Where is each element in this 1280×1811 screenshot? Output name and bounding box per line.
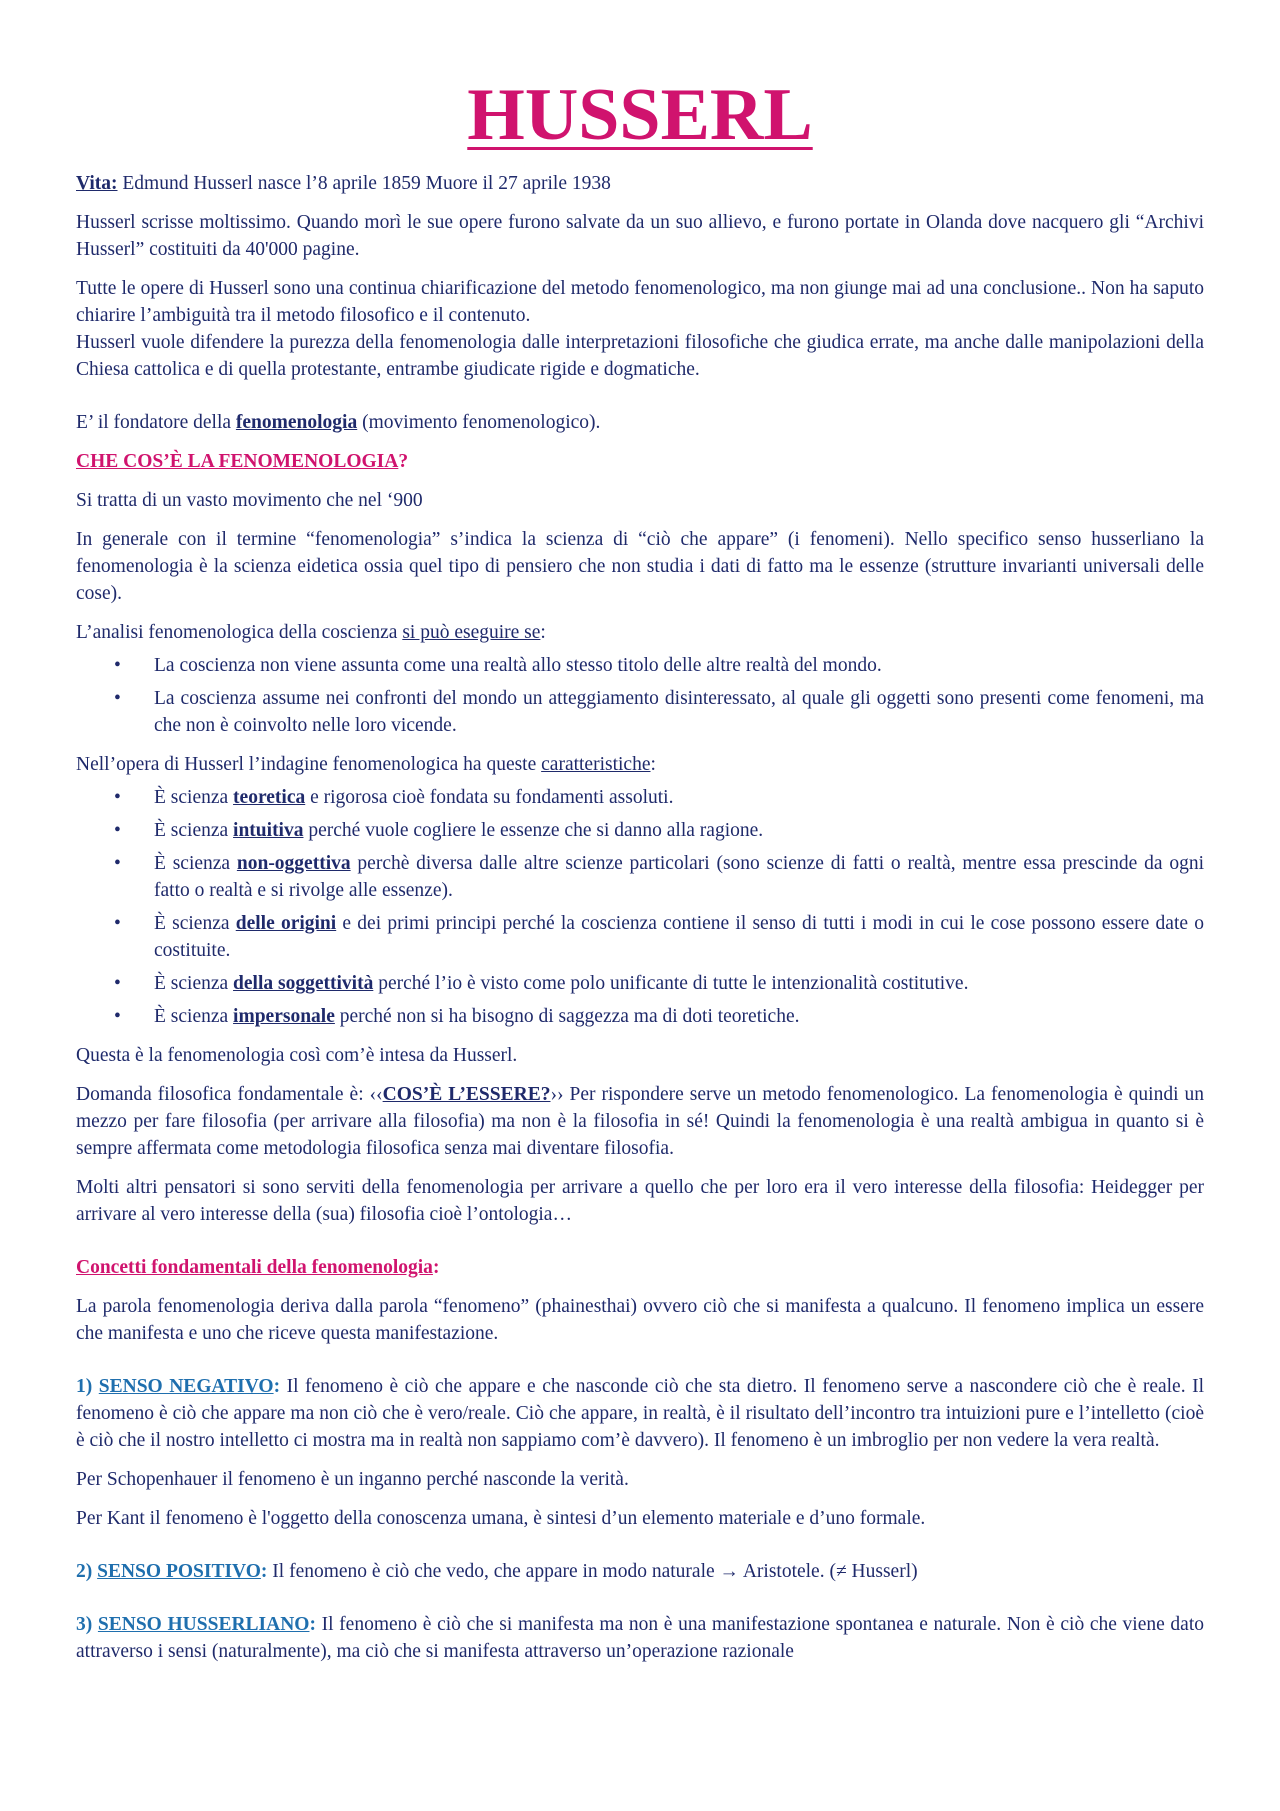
vita-label: Vita: [76, 173, 118, 194]
term-link[interactable]: intuitiva [233, 820, 304, 841]
list-item: • È scienza intuitiva perché vuole cogliere le essenze che si danno alla ragione. [76, 817, 1204, 844]
analysis-intro: L’analisi fenomenologica della coscienza si può eseguire se: [76, 622, 546, 643]
characteristics-link[interactable]: caratteristiche [541, 754, 651, 775]
list-item: • È scienza delle origini e dei primi principi perché la coscienza contiene il senso di tutti i modi in cui le cose possono essere date o costituite. [76, 910, 1204, 964]
term-link[interactable]: della soggettività [233, 973, 374, 994]
list-item: • È scienza non-oggettiva perchè diversa dalle altre scienze particolari (sono scienze di fatti o realtà, mentre essa prescinde da ogni fatto o realtà e si rivolge alle essenze). [76, 850, 1204, 904]
characteristics-intro: Nell’opera di Husserl l’indagine fenomenologica ha queste caratteristiche: [76, 754, 656, 775]
list-item: • La coscienza assume nei confronti del mondo un atteggiamento disinteressato, al quale gli oggetti sono presenti come fenomeni, ma che non è coinvolto nelle loro vicende. [76, 685, 1204, 739]
bullet-icon: • [114, 973, 121, 994]
page-title: HUSSERL [467, 74, 813, 156]
vita-text: Edmund Husserl nasce l’8 aprile 1859 Muore il 27 aprile 1938 [122, 173, 611, 194]
paragraph: In generale con il termine “fenomenologia” s’indica la scienza di “ciò che appare” (i fenomeni). Nello specifico senso husserliano la fenomenologia è la scienza eidetica ossia quel tipo di pensiero che non studia i dati di fatto ma le essenze (strutture invarianti universali delle cose). [76, 529, 1204, 604]
bullet-icon: • [114, 688, 121, 709]
paragraph: Molti altri pensatori si sono serviti della fenomenologia per arrivare a quello che per loro era il vero interesse della filosofia: Heidegger per arrivare al vero interesse della (sua) filosofia cioè l’ontologia… [76, 1177, 1204, 1225]
paragraph: Tutte le opere di Husserl sono una continua chiarificazione del metodo fenomenologico, ma non giunge mai ad una conclusione.. Non ha saputo chiarire l’ambiguità tra il metodo filosofico e il contenuto. [76, 278, 1204, 326]
section-heading: CHE COS’È LA FENOMENOLOGIA? [76, 451, 409, 472]
fenomenologia-link[interactable]: fenomenologia [235, 412, 358, 433]
question-paragraph: Domanda filosofica fondamentale è: ‹‹COS’È L’ESSERE?›› Per rispondere serve un metodo fenomenologico. La fenomenologia è quindi un mezzo per fare filosofia (per arrivare alla filosofia) ma non è la filosofia in sé! Quindi la fenomenologia è una realtà ambigua in quanto si è sempre affermata come metodologia filosofica senza mai diventare filosofia. [76, 1084, 1204, 1159]
characteristics-list [76, 784, 1204, 1030]
bullet-icon: • [114, 913, 121, 934]
paragraph: Per Schopenhauer il fenomeno è un inganno perché nasconde la verità. [76, 1469, 629, 1490]
list-item: • È scienza teoretica e rigorosa cioè fondata su fondamenti assoluti. [76, 784, 1204, 811]
paragraph: Si tratta di un vasto movimento che nel ‘900 [76, 490, 423, 511]
bullet-icon: • [114, 787, 121, 808]
analysis-link[interactable]: si può eseguire se [402, 622, 541, 643]
paragraph: Questa è la fenomenologia così com’è intesa da Husserl. [76, 1045, 518, 1066]
paragraph: La parola fenomenologia deriva dalla parola “fenomeno” (phainesthai) ovvero ciò che si manifesta a qualcuno. Il fenomeno implica un essere che manifesta e uno che riceve questa manifestazione. [76, 1296, 1204, 1344]
section-heading: Concetti fondamentali della fenomenologia: [76, 1257, 440, 1278]
list-item: • La coscienza non viene assunta come una realtà allo stesso titolo delle altre realtà del mondo. [76, 652, 1204, 679]
senso-negativo-link[interactable]: SENSO NEGATIVO [98, 1376, 274, 1397]
founder-line: E’ il fondatore della fenomenologia (movimento fenomenologico). [76, 412, 601, 433]
bullet-icon: • [114, 655, 121, 676]
term-link[interactable]: impersonale [233, 1006, 335, 1027]
bullet-icon: • [114, 853, 121, 874]
bullet-icon: • [114, 820, 121, 841]
vita-line [76, 170, 1204, 197]
document-page [76, 70, 1204, 1677]
conditions-list [76, 652, 1204, 739]
bullet-icon: • [114, 1006, 121, 1027]
paragraph: Husserl vuole difendere la purezza della fenomenologia dalle interpretazioni filosofiche che giudica errate, ma anche dalle manipolazioni della Chiesa cattolica e di quella protestante, entrambe giudicate rigide e dogmatiche. [76, 332, 1204, 380]
list-item: • È scienza della soggettività perché l’io è visto come polo unificante di tutte le intenzionalità costitutive. [76, 970, 1204, 997]
term-link[interactable]: teoretica [233, 787, 306, 808]
senso-husserliano-link[interactable]: SENSO HUSSERLIANO [97, 1614, 310, 1635]
senso-positivo: 2) SENSO POSITIVO: Il fenomeno è ciò che vedo, che appare in modo naturale → Aristotele. (≠ Husserl) [76, 1561, 918, 1582]
paragraph: Husserl scrisse moltissimo. Quando morì le sue opere furono salvate da un suo allievo, e furono portate in Olanda dove nacquero gli “Archivi Husserl” costituiti da 40'000 pagine. [76, 212, 1204, 260]
senso-positivo-link[interactable]: SENSO POSITIVO [97, 1561, 261, 1582]
list-item: • È scienza impersonale perché non si ha bisogno di saggezza ma di doti teoretiche. [76, 1003, 1204, 1030]
senso-husserliano: 3) SENSO HUSSERLIANO: Il fenomeno è ciò che si manifesta ma non è una manifestazione spontanea e naturale. Non è ciò che viene dato attraverso i sensi (naturalmente), ma ciò che si manifesta attraverso un’operazione razionale [76, 1614, 1205, 1662]
term-link[interactable]: non-oggettiva [236, 853, 351, 874]
term-link[interactable]: delle origini [235, 913, 337, 934]
senso-negativo: 1) SENSO NEGATIVO: Il fenomeno è ciò che appare e che nasconde ciò che sta dietro. Il fenomeno serve a nascondere ciò che è reale. Il fenomeno è ciò che appare ma non ciò che è vero/reale. Ciò che appare, in realtà, è il risultato dell’incontro tra intuizioni pure e l’intelletto (cioè è ciò che il nostro intelletto ci mostra ma in realtà non sappiamo com’è davvero). Il fenomeno è un imbroglio per non vedere la vera realtà. [76, 1376, 1205, 1451]
paragraph: Per Kant il fenomeno è l'oggetto della conoscenza umana, è sintesi d’un elemento materiale e d’uno formale. [76, 1508, 926, 1529]
essere-link[interactable]: COS’È L’ESSERE? [382, 1084, 551, 1105]
